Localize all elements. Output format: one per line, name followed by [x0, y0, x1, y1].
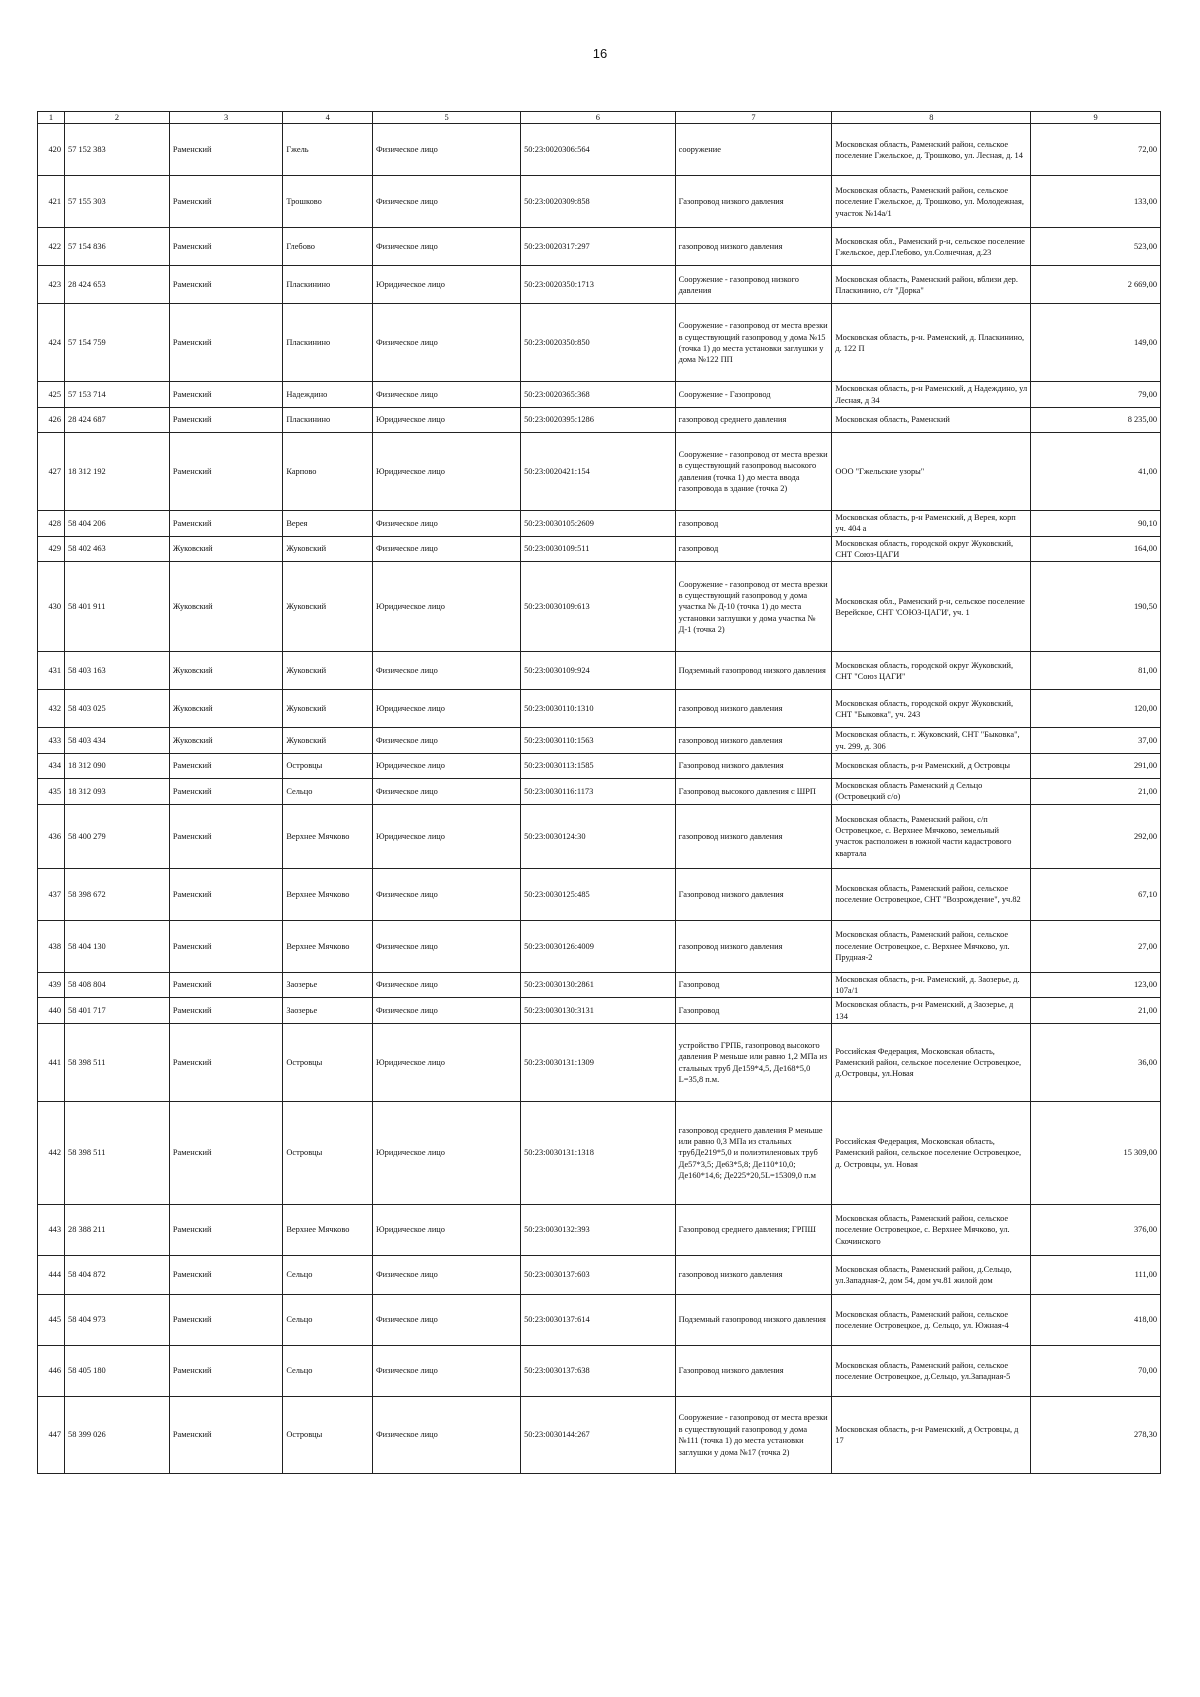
cadastral-number-cell: 50:23:0030109:924 [521, 652, 676, 690]
object-description-cell: устройство ГРПБ, газопровод высокого давления Р меньше или равно 1,2 МПа из стальных труб Де159*4,5, Де168*5,0 L=35,8 п.м. [675, 1024, 832, 1102]
table-row [38, 1295, 1161, 1346]
address-cell: Московская область, Раменский район, сельское поселение Гжельское, д. Трошково, ул. Лесная, д. 14 [832, 124, 1031, 176]
locality-cell: Заозерье [283, 972, 373, 998]
table-row [38, 408, 1161, 433]
locality-cell: Верхнее Мячково [283, 804, 373, 868]
address-cell: Московская область, Раменский район, д.Сельцо, ул.Западная-2, дом 54, дом уч.81 жилой дом [832, 1256, 1031, 1295]
object-description-cell: газопровод [675, 536, 832, 562]
value-cell: 111,00 [1031, 1256, 1161, 1295]
value-cell: 292,00 [1031, 804, 1161, 868]
cadastral-number-cell: 50:23:0020365:368 [521, 382, 676, 408]
owner-type-cell: Физическое лицо [373, 228, 521, 266]
object-description-cell: Сооружение - газопровод от места врезки в существующий газопровод у дома №15 (точка 1) до места установки заглушки у дома №122 ПП [675, 304, 832, 382]
column-header: 7 [675, 112, 832, 124]
object-description-cell: Газопровод низкого давления [675, 754, 832, 779]
value-cell: 149,00 [1031, 304, 1161, 382]
code-cell: 58 401 717 [65, 998, 170, 1024]
code-cell: 58 403 434 [65, 728, 170, 754]
owner-type-cell: Юридическое лицо [373, 690, 521, 728]
row-number-cell: 443 [38, 1205, 65, 1256]
row-number-cell: 440 [38, 998, 65, 1024]
cadastral-number-cell: 50:23:0030125:485 [521, 868, 676, 920]
owner-type-cell: Юридическое лицо [373, 1024, 521, 1102]
value-cell: 21,00 [1031, 998, 1161, 1024]
value-cell: 8 235,00 [1031, 408, 1161, 433]
address-cell: Московская область, городской округ Жуковский, СНТ Союз-ЦАГИ [832, 536, 1031, 562]
locality-cell: Жуковский [283, 728, 373, 754]
address-cell: Московская область, Раменский район, вблизи дер. Пласкинино, с/т "Дорка" [832, 266, 1031, 304]
district-cell: Раменский [169, 124, 282, 176]
row-number-cell: 432 [38, 690, 65, 728]
cadastral-number-cell: 50:23:0020317:297 [521, 228, 676, 266]
cadastral-number-cell: 50:23:0030130:2861 [521, 972, 676, 998]
district-cell: Раменский [169, 1397, 282, 1474]
row-number-cell: 442 [38, 1102, 65, 1205]
address-cell: Московская область, Раменский район, сельское поселение Островецкое, с. Верхнее Мячково, ул. Прудная-2 [832, 920, 1031, 972]
address-cell: Московская область, городской округ Жуковский, СНТ "Союз ЦАГИ" [832, 652, 1031, 690]
district-cell: Раменский [169, 920, 282, 972]
owner-type-cell: Юридическое лицо [373, 266, 521, 304]
district-cell: Раменский [169, 754, 282, 779]
cadastral-number-cell: 50:23:0030105:2609 [521, 511, 676, 537]
table-row [38, 433, 1161, 511]
object-description-cell: газопровод низкого давления [675, 1256, 832, 1295]
district-cell: Раменский [169, 228, 282, 266]
address-cell: Московская обл., Раменский р-н, сельское поселение Верейское, СНТ 'СОЮЗ-ЦАГИ', уч. 1 [832, 562, 1031, 652]
object-description-cell: Газопровод [675, 972, 832, 998]
object-description-cell: газопровод среднего давления Р меньше или равно 0,3 МПа из стальных трубДе219*5,0 и полиэтиленовых труб Де57*3,5; Де63*5,8; Де110*10,0; Де160*14,6; Де225*20,5L=15309,0 п.м [675, 1102, 832, 1205]
value-cell: 190,50 [1031, 562, 1161, 652]
address-cell: Московская область, Раменский район, сельское поселение Островецкое, д. Сельцо, ул. Южная-4 [832, 1295, 1031, 1346]
object-description-cell: газопровод низкого давления [675, 920, 832, 972]
owner-type-cell: Физическое лицо [373, 304, 521, 382]
owner-type-cell: Юридическое лицо [373, 433, 521, 511]
row-number-cell: 431 [38, 652, 65, 690]
object-description-cell: Сооружение - газопровод от места врезки в существующий газопровод у дома участка № Д-10 (точка 1) до места установки заглушки у дома участка № Д-1 (точка 2) [675, 562, 832, 652]
district-cell: Жуковский [169, 536, 282, 562]
table-row [38, 690, 1161, 728]
locality-cell: Пласкинино [283, 408, 373, 433]
locality-cell: Надеждино [283, 382, 373, 408]
code-cell: 58 402 463 [65, 536, 170, 562]
table-row [38, 124, 1161, 176]
row-number-cell: 421 [38, 176, 65, 228]
value-cell: 278,30 [1031, 1397, 1161, 1474]
address-cell: Московская область, Раменский [832, 408, 1031, 433]
code-cell: 58 398 672 [65, 868, 170, 920]
district-cell: Раменский [169, 176, 282, 228]
object-description-cell: газопровод среднего давления [675, 408, 832, 433]
address-cell: Московская область, Раменский район, сельское поселение Островецкое, СНТ "Возрождение", уч.82 [832, 868, 1031, 920]
cadastral-number-cell: 50:23:0030130:3131 [521, 998, 676, 1024]
object-description-cell: газопровод [675, 511, 832, 537]
object-description-cell: Сооружение - газопровод от места врезки в существующий газопровод у дома №111 (точка 1) до места установки заглушки у дома №17 (точка 2) [675, 1397, 832, 1474]
table-row [38, 920, 1161, 972]
address-cell: Московская обл., Раменский р-н, сельское поселение Гжельское, дер.Глебово, ул.Солнечная, д.23 [832, 228, 1031, 266]
row-number-cell: 435 [38, 779, 65, 805]
address-cell: Московская область Раменский д Сельцо (Островецкий с/о) [832, 779, 1031, 805]
table-row [38, 998, 1161, 1024]
owner-type-cell: Физическое лицо [373, 652, 521, 690]
object-description-cell: Подземный газопровод низкого давления [675, 652, 832, 690]
column-header: 9 [1031, 112, 1161, 124]
cadastral-number-cell: 50:23:0030126:4009 [521, 920, 676, 972]
value-cell: 27,00 [1031, 920, 1161, 972]
row-number-cell: 438 [38, 920, 65, 972]
row-number-cell: 445 [38, 1295, 65, 1346]
table-row [38, 228, 1161, 266]
value-cell: 15 309,00 [1031, 1102, 1161, 1205]
cadastral-number-cell: 50:23:0030109:613 [521, 562, 676, 652]
code-cell: 58 405 180 [65, 1346, 170, 1397]
locality-cell: Островцы [283, 1397, 373, 1474]
owner-type-cell: Юридическое лицо [373, 562, 521, 652]
locality-cell: Жуковский [283, 536, 373, 562]
table-body [38, 124, 1161, 1474]
address-cell: Московская область, р-н Раменский, д Островцы [832, 754, 1031, 779]
code-cell: 18 312 090 [65, 754, 170, 779]
address-cell: Московская область, р-н Раменский, д Верея, корп уч. 404 а [832, 511, 1031, 537]
cadastral-number-cell: 50:23:0020306:564 [521, 124, 676, 176]
column-number-header-row [38, 112, 1161, 124]
column-header: 6 [521, 112, 676, 124]
owner-type-cell: Физическое лицо [373, 920, 521, 972]
district-cell: Раменский [169, 998, 282, 1024]
row-number-cell: 436 [38, 804, 65, 868]
value-cell: 21,00 [1031, 779, 1161, 805]
owner-type-cell: Физическое лицо [373, 176, 521, 228]
object-description-cell: газопровод низкого давления [675, 804, 832, 868]
column-header: 5 [373, 112, 521, 124]
code-cell: 58 401 911 [65, 562, 170, 652]
code-cell: 58 398 511 [65, 1024, 170, 1102]
value-cell: 70,00 [1031, 1346, 1161, 1397]
object-description-cell: Газопровод среднего давления; ГРПШ [675, 1205, 832, 1256]
value-cell: 376,00 [1031, 1205, 1161, 1256]
cadastral-number-cell: 50:23:0020309:858 [521, 176, 676, 228]
value-cell: 37,00 [1031, 728, 1161, 754]
owner-type-cell: Физическое лицо [373, 728, 521, 754]
address-cell: Московская область, г. Жуковский, СНТ "Быковка", уч. 299, д. 306 [832, 728, 1031, 754]
cadastral-number-cell: 50:23:0030110:1563 [521, 728, 676, 754]
row-number-cell: 429 [38, 536, 65, 562]
code-cell: 57 154 759 [65, 304, 170, 382]
address-cell: Российская Федерация, Московская область, Раменский район, сельское поселение Островецкое, д. Островцы, ул. Новая [832, 1102, 1031, 1205]
owner-type-cell: Физическое лицо [373, 536, 521, 562]
object-description-cell: Газопровод низкого давления [675, 1346, 832, 1397]
address-cell: Московская область, Раменский район, с/п Островецкое, с. Верхнее Мячково, земельный участок расположен в южной части кадастрового квартала [832, 804, 1031, 868]
owner-type-cell: Физическое лицо [373, 779, 521, 805]
column-header: 8 [832, 112, 1031, 124]
row-number-cell: 427 [38, 433, 65, 511]
value-cell: 90,10 [1031, 511, 1161, 537]
district-cell: Раменский [169, 433, 282, 511]
table-row [38, 1024, 1161, 1102]
address-cell: Московская область, городской округ Жуковский, СНТ "Быковка", уч. 243 [832, 690, 1031, 728]
cadastral-number-cell: 50:23:0020395:1286 [521, 408, 676, 433]
table-row [38, 804, 1161, 868]
cadastral-number-cell: 50:23:0030116:1173 [521, 779, 676, 805]
value-cell: 41,00 [1031, 433, 1161, 511]
code-cell: 57 155 303 [65, 176, 170, 228]
address-cell: Московская область, р-н Раменский, д Островцы, д 17 [832, 1397, 1031, 1474]
locality-cell: Островцы [283, 1102, 373, 1205]
object-description-cell: Сооружение - газопровод от места врезки в существующий газопровод высокого давления (точка 1) до места ввода газопровода в здание (точка 2) [675, 433, 832, 511]
table-row [38, 1205, 1161, 1256]
table-row [38, 536, 1161, 562]
locality-cell: Пласкинино [283, 266, 373, 304]
locality-cell: Верхнее Мячково [283, 868, 373, 920]
row-number-cell: 428 [38, 511, 65, 537]
row-number-cell: 425 [38, 382, 65, 408]
table-row [38, 652, 1161, 690]
code-cell: 58 398 511 [65, 1102, 170, 1205]
code-cell: 58 404 130 [65, 920, 170, 972]
object-description-cell: газопровод низкого давления [675, 228, 832, 266]
value-cell: 291,00 [1031, 754, 1161, 779]
district-cell: Раменский [169, 382, 282, 408]
address-cell: Московская область, р-н Раменский, д Заозерье, д 134 [832, 998, 1031, 1024]
code-cell: 58 400 279 [65, 804, 170, 868]
row-number-cell: 420 [38, 124, 65, 176]
cadastral-number-cell: 50:23:0030137:603 [521, 1256, 676, 1295]
district-cell: Раменский [169, 511, 282, 537]
district-cell: Раменский [169, 1102, 282, 1205]
code-cell: 58 399 026 [65, 1397, 170, 1474]
locality-cell: Жуковский [283, 690, 373, 728]
owner-type-cell: Юридическое лицо [373, 408, 521, 433]
object-description-cell: Газопровод низкого давления [675, 176, 832, 228]
district-cell: Жуковский [169, 562, 282, 652]
table-row [38, 1346, 1161, 1397]
code-cell: 58 403 163 [65, 652, 170, 690]
code-cell: 18 312 093 [65, 779, 170, 805]
address-cell: Московская область, р-н Раменский, д Надеждино, ул Лесная, д 34 [832, 382, 1031, 408]
district-cell: Раменский [169, 1256, 282, 1295]
owner-type-cell: Юридическое лицо [373, 804, 521, 868]
object-description-cell: газопровод низкого давления [675, 728, 832, 754]
address-cell: Московская область, Раменский район, сельское поселение Гжельское, д. Трошково, ул. Молодежная, участок №14а/1 [832, 176, 1031, 228]
table-row [38, 304, 1161, 382]
row-number-cell: 437 [38, 868, 65, 920]
cadastral-number-cell: 50:23:0030131:1318 [521, 1102, 676, 1205]
value-cell: 164,00 [1031, 536, 1161, 562]
locality-cell: Сельцо [283, 779, 373, 805]
value-cell: 36,00 [1031, 1024, 1161, 1102]
value-cell: 523,00 [1031, 228, 1161, 266]
locality-cell: Верхнее Мячково [283, 1205, 373, 1256]
row-number-cell: 423 [38, 266, 65, 304]
owner-type-cell: Физическое лицо [373, 1295, 521, 1346]
object-description-cell: сооружение [675, 124, 832, 176]
locality-cell: Верхнее Мячково [283, 920, 373, 972]
owner-type-cell: Физическое лицо [373, 1397, 521, 1474]
owner-type-cell: Физическое лицо [373, 1346, 521, 1397]
owner-type-cell: Физическое лицо [373, 124, 521, 176]
page-number: 16 [592, 46, 608, 61]
code-cell: 58 408 804 [65, 972, 170, 998]
locality-cell: Трошково [283, 176, 373, 228]
district-cell: Раменский [169, 1346, 282, 1397]
address-cell: Российская Федерация, Московская область, Раменский район, сельское поселение Островецкое, д.Островцы, ул.Новая [832, 1024, 1031, 1102]
locality-cell: Сельцо [283, 1295, 373, 1346]
owner-type-cell: Юридическое лицо [373, 1205, 521, 1256]
value-cell: 123,00 [1031, 972, 1161, 998]
row-number-cell: 426 [38, 408, 65, 433]
locality-cell: Верея [283, 511, 373, 537]
code-cell: 18 312 192 [65, 433, 170, 511]
district-cell: Раменский [169, 1024, 282, 1102]
value-cell: 79,00 [1031, 382, 1161, 408]
code-cell: 28 424 687 [65, 408, 170, 433]
owner-type-cell: Физическое лицо [373, 868, 521, 920]
row-number-cell: 444 [38, 1256, 65, 1295]
district-cell: Жуковский [169, 652, 282, 690]
column-header: 3 [169, 112, 282, 124]
locality-cell: Сельцо [283, 1256, 373, 1295]
column-header: 1 [38, 112, 65, 124]
code-cell: 28 424 653 [65, 266, 170, 304]
table-row [38, 511, 1161, 537]
address-cell: ООО "Гжельские узоры" [832, 433, 1031, 511]
district-cell: Раменский [169, 972, 282, 998]
table-row [38, 779, 1161, 805]
cadastral-number-cell: 50:23:0030124:30 [521, 804, 676, 868]
locality-cell: Жуковский [283, 652, 373, 690]
owner-type-cell: Физическое лицо [373, 382, 521, 408]
value-cell: 67,10 [1031, 868, 1161, 920]
row-number-cell: 447 [38, 1397, 65, 1474]
row-number-cell: 430 [38, 562, 65, 652]
district-cell: Раменский [169, 1205, 282, 1256]
cadastral-number-cell: 50:23:0030137:638 [521, 1346, 676, 1397]
table-row [38, 266, 1161, 304]
value-cell: 72,00 [1031, 124, 1161, 176]
code-cell: 58 403 025 [65, 690, 170, 728]
row-number-cell: 441 [38, 1024, 65, 1102]
district-cell: Раменский [169, 868, 282, 920]
address-cell: Московская область, Раменский район, сельское поселение Островецкое, с. Верхнее Мячково, ул. Скочинского [832, 1205, 1031, 1256]
district-cell: Раменский [169, 1295, 282, 1346]
district-cell: Раменский [169, 804, 282, 868]
table-row [38, 728, 1161, 754]
locality-cell: Сельцо [283, 1346, 373, 1397]
cadastral-number-cell: 50:23:0030113:1585 [521, 754, 676, 779]
table-row [38, 868, 1161, 920]
table-row [38, 754, 1161, 779]
owner-type-cell: Физическое лицо [373, 972, 521, 998]
cadastral-number-cell: 50:23:0030109:511 [521, 536, 676, 562]
cadastral-number-cell: 50:23:0030131:1309 [521, 1024, 676, 1102]
locality-cell: Островцы [283, 754, 373, 779]
owner-type-cell: Физическое лицо [373, 998, 521, 1024]
cadastral-number-cell: 50:23:0030110:1310 [521, 690, 676, 728]
row-number-cell: 433 [38, 728, 65, 754]
object-description-cell: газопровод низкого давления [675, 690, 832, 728]
row-number-cell: 434 [38, 754, 65, 779]
object-description-cell: Газопровод высокого давления с ШРП [675, 779, 832, 805]
table-row [38, 1256, 1161, 1295]
table-row [38, 562, 1161, 652]
address-cell: Московская область, р-н. Раменский, д. Пласкинино, д. 122 П [832, 304, 1031, 382]
code-cell: 57 153 714 [65, 382, 170, 408]
cadastral-number-cell: 50:23:0020421:154 [521, 433, 676, 511]
cadastral-number-cell: 50:23:0030132:393 [521, 1205, 676, 1256]
table-row [38, 1397, 1161, 1474]
row-number-cell: 424 [38, 304, 65, 382]
locality-cell: Гжель [283, 124, 373, 176]
cadastral-number-cell: 50:23:0020350:850 [521, 304, 676, 382]
district-cell: Раменский [169, 266, 282, 304]
column-header: 4 [283, 112, 373, 124]
value-cell: 120,00 [1031, 690, 1161, 728]
locality-cell: Жуковский [283, 562, 373, 652]
district-cell: Раменский [169, 304, 282, 382]
owner-type-cell: Юридическое лицо [373, 1102, 521, 1205]
cadastral-number-cell: 50:23:0030144:267 [521, 1397, 676, 1474]
value-cell: 2 669,00 [1031, 266, 1161, 304]
table-row [38, 176, 1161, 228]
locality-cell: Пласкинино [283, 304, 373, 382]
value-cell: 418,00 [1031, 1295, 1161, 1346]
locality-cell: Карпово [283, 433, 373, 511]
cadastral-number-cell: 50:23:0020350:1713 [521, 266, 676, 304]
owner-type-cell: Физическое лицо [373, 1256, 521, 1295]
table-row [38, 972, 1161, 998]
locality-cell: Глебово [283, 228, 373, 266]
owner-type-cell: Юридическое лицо [373, 754, 521, 779]
object-description-cell: Сооружение - Газопровод [675, 382, 832, 408]
locality-cell: Островцы [283, 1024, 373, 1102]
object-description-cell: Газопровод [675, 998, 832, 1024]
table-row [38, 1102, 1161, 1205]
code-cell: 28 388 211 [65, 1205, 170, 1256]
table-row [38, 382, 1161, 408]
cadastral-number-cell: 50:23:0030137:614 [521, 1295, 676, 1346]
code-cell: 58 404 872 [65, 1256, 170, 1295]
value-cell: 81,00 [1031, 652, 1161, 690]
district-cell: Жуковский [169, 690, 282, 728]
owner-type-cell: Физическое лицо [373, 511, 521, 537]
locality-cell: Заозерье [283, 998, 373, 1024]
column-header: 2 [65, 112, 170, 124]
code-cell: 57 152 383 [65, 124, 170, 176]
object-description-cell: Сооружение - газопровод низкого давления [675, 266, 832, 304]
row-number-cell: 446 [38, 1346, 65, 1397]
address-cell: Московская область, Раменский район, сельское поселение Островецкое, д.Сельцо, ул.Западная-5 [832, 1346, 1031, 1397]
gas-pipeline-registry-table [37, 111, 1161, 1474]
district-cell: Жуковский [169, 728, 282, 754]
object-description-cell: Газопровод низкого давления [675, 868, 832, 920]
code-cell: 57 154 836 [65, 228, 170, 266]
address-cell: Московская область, р-н. Раменский, д. Заозерье, д. 107а/1 [832, 972, 1031, 998]
district-cell: Раменский [169, 779, 282, 805]
value-cell: 133,00 [1031, 176, 1161, 228]
code-cell: 58 404 973 [65, 1295, 170, 1346]
row-number-cell: 439 [38, 972, 65, 998]
district-cell: Раменский [169, 408, 282, 433]
object-description-cell: Подземный газопровод низкого давления [675, 1295, 832, 1346]
code-cell: 58 404 206 [65, 511, 170, 537]
row-number-cell: 422 [38, 228, 65, 266]
